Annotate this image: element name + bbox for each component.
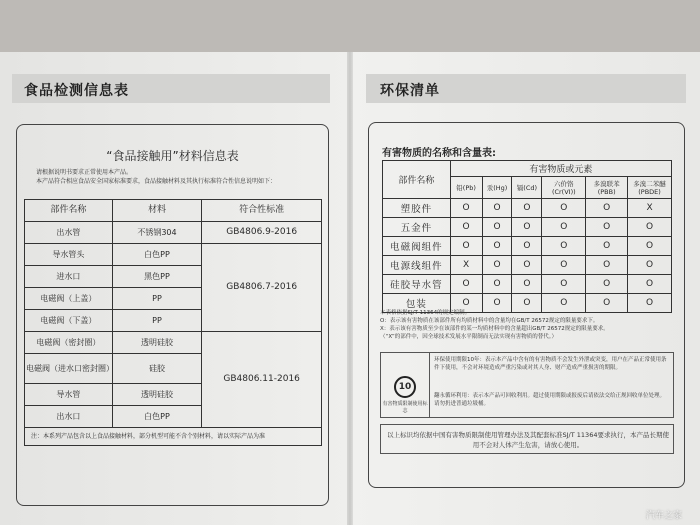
- hazard-mark: O: [512, 218, 542, 237]
- material-name: PP: [112, 310, 202, 332]
- hazard-mark: X: [628, 199, 672, 218]
- hazard-row: [383, 256, 672, 275]
- hazard-mark: O: [586, 294, 628, 313]
- hazard-mark: O: [482, 237, 512, 256]
- substance-cd: 镉(Cd): [512, 177, 542, 199]
- note-line: O：表示该有害物质在该部件所有均质材料中的含量均在GB/T 26572规定的限量要求下。: [380, 318, 599, 324]
- col-part: 部件名称: [25, 200, 113, 222]
- part-name: 导水管头: [25, 244, 113, 266]
- part-name: 出水口: [25, 406, 113, 428]
- logo-caption: 有害物质限制使用标志: [382, 401, 428, 414]
- hazard-mark: O: [450, 294, 482, 313]
- hazard-header-row: [383, 161, 672, 177]
- substance-pb: 铅(Pb): [450, 177, 482, 199]
- hazard-mark: O: [512, 237, 542, 256]
- hazard-mark: O: [482, 218, 512, 237]
- hazard-mark: O: [450, 199, 482, 218]
- table-row: [25, 244, 322, 266]
- hazard-mark: O: [586, 237, 628, 256]
- hazard-mark: O: [482, 294, 512, 313]
- hazard-mark: O: [628, 275, 672, 294]
- table-footnote-row: [25, 428, 322, 446]
- hazard-mark: O: [512, 294, 542, 313]
- hazard-mark: O: [512, 256, 542, 275]
- hazard-mark: O: [628, 256, 672, 275]
- right-header: 环保清单: [380, 83, 440, 99]
- hazard-mark: O: [542, 275, 586, 294]
- hazard-mark: O: [542, 199, 586, 218]
- intro-note-1: 请根据说明书要求正常使用本产品。: [36, 169, 133, 176]
- substance-pbde: 多溴二苯醚(PBDE): [628, 177, 672, 199]
- table-row: [25, 222, 322, 244]
- hazard-mark: O: [586, 256, 628, 275]
- eco-period-logo: 10: [394, 376, 416, 398]
- watermark: 汽车之家: [646, 511, 683, 521]
- note-line: X：表示该有害物质至少在该部件的某一均质材料中的含量超出GB/T 26572规定的限量要求。: [380, 326, 609, 332]
- hazard-mark: O: [628, 294, 672, 313]
- material-name: PP: [112, 288, 202, 310]
- hazard-mark: O: [542, 237, 586, 256]
- hazard-row: [383, 275, 672, 294]
- material-name: 不锈钢304: [112, 222, 202, 244]
- substance-pbb: 多溴联苯(PBB): [586, 177, 628, 199]
- table-footnote: 注：本系列产品包含以上食品接触材料，部分机型可能不含个别材料，请以实际产品为准: [25, 428, 322, 446]
- material-table: [24, 199, 322, 446]
- material-name: 白色PP: [112, 244, 202, 266]
- material-name: 硅胶: [112, 354, 202, 384]
- hazard-mark: O: [542, 256, 586, 275]
- hazard-mark: O: [450, 237, 482, 256]
- substance-hg: 汞(Hg): [482, 177, 512, 199]
- hazard-mark: O: [628, 237, 672, 256]
- table-row: [25, 332, 322, 354]
- footer-text: 以上标识均依据中国有害物质限制使用管理办法及其配套标准SJ/T 11364要求执行，本产品长期使用不会对人体产生危害，请放心使用。: [387, 431, 669, 449]
- substance-cr6: 六价铬(Cr(VI)): [542, 177, 586, 199]
- col-standard: 符合性标准: [202, 200, 322, 222]
- eco-text-2: 翻永循环利用：表示本产品可回收利用。超过使用期限或报废后请依法交给正规回收单位处理。请勿扔进普通垃圾桶。: [434, 393, 666, 407]
- hazard-mark: O: [450, 218, 482, 237]
- hazard-table: [382, 160, 672, 313]
- part-name: 电磁阀（上盖）: [25, 288, 113, 310]
- component-name: 电源线组件: [383, 256, 451, 275]
- hazard-mark: O: [542, 294, 586, 313]
- material-name: 白色PP: [112, 406, 202, 428]
- intro-note-2: 本产品符合相应食品安全国家标准要求，食品接触材料及其执行标准符合性信息说明如下：: [36, 178, 277, 185]
- hazard-mark: O: [482, 256, 512, 275]
- material-name: 黑色PP: [112, 266, 202, 288]
- material-name: 透明硅胶: [112, 332, 202, 354]
- hazard-heading: 有害物质的名称和含量表:: [382, 148, 496, 159]
- part-name: 电磁阀（下盖）: [25, 310, 113, 332]
- standard: GB4806.7-2016: [202, 244, 322, 332]
- standard: GB4806.11-2016: [202, 332, 322, 428]
- hazard-notes: [380, 309, 674, 341]
- part-name: 进水口: [25, 266, 113, 288]
- standard: GB4806.9-2016: [202, 222, 322, 244]
- hazard-mark: O: [542, 218, 586, 237]
- part-name: 导水管: [25, 384, 113, 406]
- part-name: 出水管: [25, 222, 113, 244]
- col-material: 材料: [112, 200, 202, 222]
- hazard-mark: O: [586, 218, 628, 237]
- hazard-row: [383, 199, 672, 218]
- hazard-mark: O: [450, 275, 482, 294]
- component-name: 塑胶件: [383, 199, 451, 218]
- component-name: 包装: [383, 294, 451, 313]
- material-table-title: “食品接触用”材料信息表: [106, 149, 239, 163]
- component-name: 五金件: [383, 218, 451, 237]
- table-header-row: [25, 200, 322, 222]
- hazard-mark: O: [586, 199, 628, 218]
- note-line: （“X”的部件中，因全球技术发展水平限制而无法实现有害物质的替代。）: [380, 334, 557, 340]
- part-name: 电磁阀（密封圈）: [25, 332, 113, 354]
- left-header: 食品检测信息表: [24, 83, 129, 99]
- note-line: 本表格依据SJ/T 11364的规定编制。: [380, 310, 471, 316]
- eco-text-1: 环保使用期限10年：表示本产品中含有的有害物质不会发生外泄或突变，用户在产品正常使用条件下使用，不会对环境造成严重污染或对其人身、财产造成严重损害的期限。: [434, 357, 667, 371]
- col-part-name: 部件名称: [383, 161, 451, 199]
- hazard-mark: O: [482, 199, 512, 218]
- hazard-mark: X: [450, 256, 482, 275]
- hazard-row: [383, 218, 672, 237]
- hazard-mark: O: [512, 275, 542, 294]
- component-name: 电磁阀组件: [383, 237, 451, 256]
- hazard-mark: O: [586, 275, 628, 294]
- hazard-mark: O: [482, 275, 512, 294]
- book-spine: [347, 52, 353, 525]
- col-group: 有害物质或元素: [450, 161, 671, 177]
- material-name: 透明硅胶: [112, 384, 202, 406]
- component-name: 硅胶导水管: [383, 275, 451, 294]
- part-name: 电磁阀（进水口密封圈）: [25, 354, 113, 384]
- hazard-mark: O: [628, 218, 672, 237]
- hazard-mark: O: [512, 199, 542, 218]
- hazard-row: [383, 237, 672, 256]
